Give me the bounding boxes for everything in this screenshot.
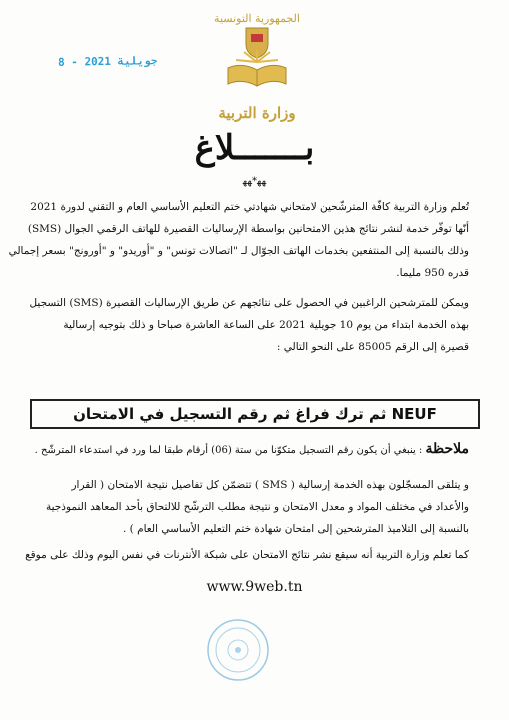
paragraph-2-line-1: ويمكن للمترشحين الراغبين في الحصول على نتائجهم عن طريق الإرساليات القصيرة (SMS) التسجيل xyxy=(29,297,469,309)
sms-format-box: NEUF ثم ترك فراغ ثم رقم التسجيل في الامتحان xyxy=(30,399,480,429)
paragraph-1-line-2: أنّها توفّر خدمة لنشر نتائج هذين الامتحانين بواسطة الإرساليات القصيرة للهاتف الرقمي الجوال (SMS) xyxy=(27,223,469,235)
paragraph-3-line-2: والأعداد في مختلف المواد و معدل الامتحان و نتيجة مطلب الترشّح للالتحاق بأحد المعاهد النموذجية xyxy=(46,501,469,513)
note xyxy=(35,441,469,457)
date-stamp: 8 - جويلية 2021 xyxy=(57,54,158,69)
paragraph-3 xyxy=(46,474,469,540)
paragraph-4: كما تعلم وزارة التربية أنه سيقع نشر نتائج الامتحان على شبكة الأنترنات في نفس اليوم وذلك على موقع xyxy=(25,549,469,561)
paragraph-2-line-3: قصيرة إلى الرقم 85005 على النحو التالي : xyxy=(276,341,469,353)
announcement-title: بـــــــلاغ xyxy=(194,128,315,168)
paragraph-2 xyxy=(29,292,469,358)
paragraph-3-line-1: و يتلقى المسجّلون بهذه الخدمة إرسالية ( SMS ) تتضمّن كل تفاصيل نتيجة الامتحان ( القرار xyxy=(71,479,469,491)
note-label: ملاحظة xyxy=(425,441,469,457)
note-text: : ينبغي أن يكون رقم التسجيل متكوّنا من ستة (06) أرقام طبقا لما ورد في استدعاء المترشّح . xyxy=(34,445,423,456)
paragraph-3-line-3: بالنسبة إلى التلاميذ المترشحين إلى امتحان شهادة ختم التعليم الأساسي العام ) . xyxy=(123,523,469,535)
paragraph-1-line-4: قدره 950 مليما. xyxy=(396,267,469,279)
paragraph-1-line-3: وذلك بالنسبة إلى المنتفعين بخدمات الهاتف الجوّال لـ "اتصالات تونس" و "أوريدو" و "أورونج" بسعر إجمالي xyxy=(8,245,469,257)
republic-name: الجمهورية التونسية xyxy=(214,12,300,25)
official-stamp-icon xyxy=(206,618,270,682)
ministry-logo xyxy=(212,12,302,124)
paragraph-2-line-2: بهذه الخدمة ابتداء من يوم 10 جويلية 2021 على الساعة العاشرة صباحا و ذلك بتوجيه إرسالية xyxy=(63,319,469,331)
paragraph-1 xyxy=(9,196,469,284)
website-url: www.9web.tn xyxy=(206,579,303,595)
paragraph-1-line-1: تُعلم وزارة التربية كافّة المترشّحين لامتحاني شهادتي ختم التعليم الأساسي العام و التقني لدورة 2021 xyxy=(30,201,469,213)
title-ornament: ﮭﮭ*ﮭﮭ xyxy=(242,176,267,187)
ministry-name: وزارة التربية xyxy=(218,104,296,122)
